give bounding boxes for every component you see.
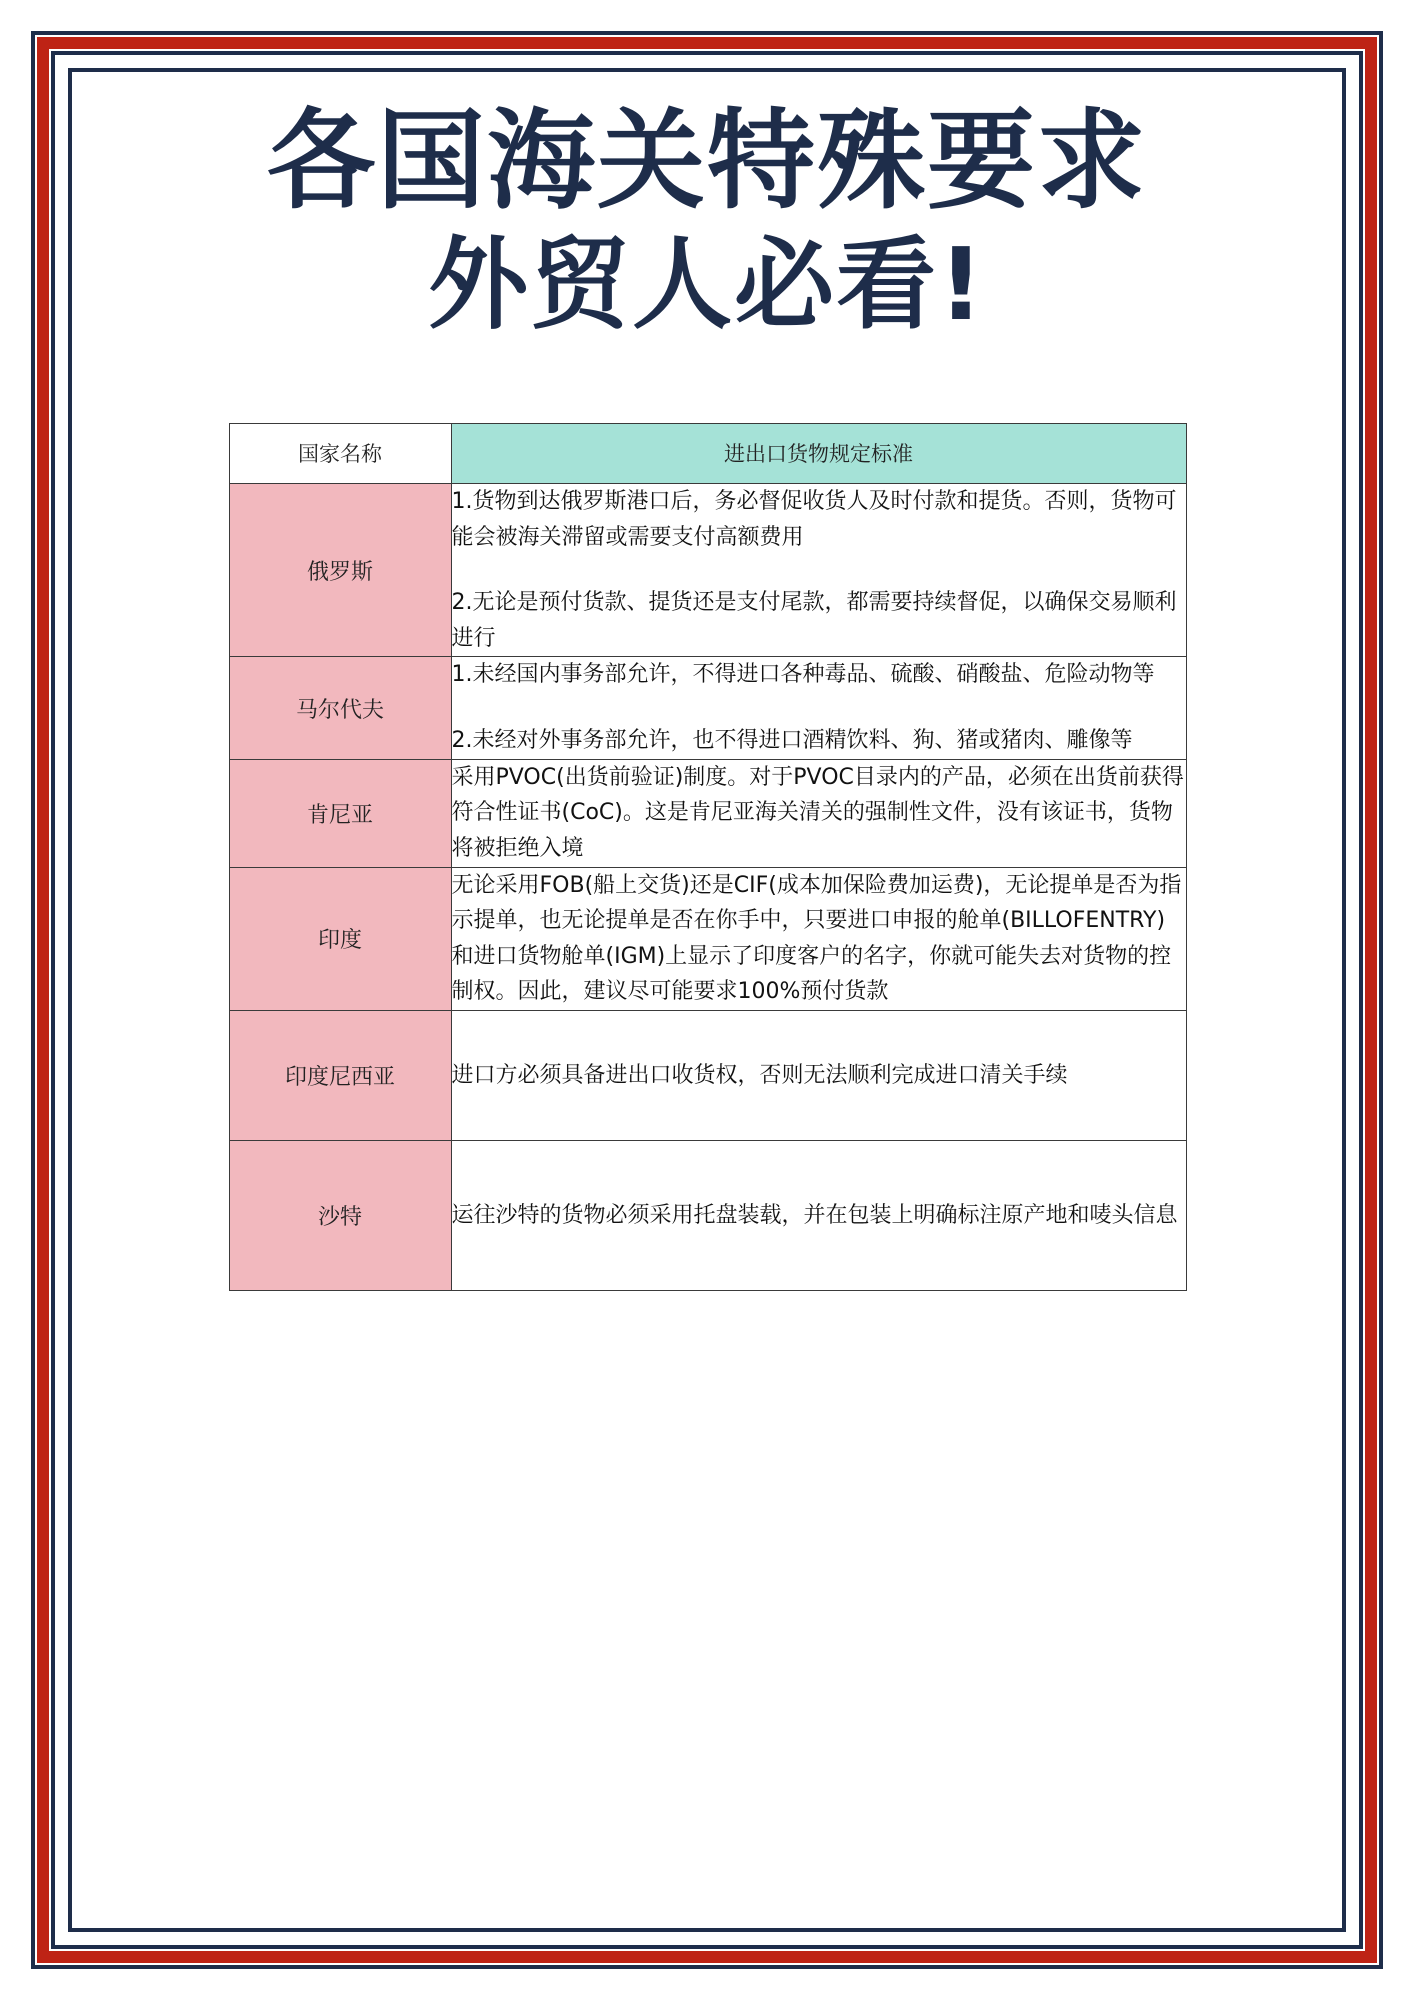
requirement-cell [451,483,1186,657]
column-header-requirement: 进出口货物规定标准 [451,423,1186,483]
table-row [229,483,1186,657]
requirement-cell [451,867,1186,1011]
requirement-paragraph: 2.未经对外事务部允许，也不得进口酒精饮料、狗、猪或猪肉、雕像等 [451,728,1133,754]
table-row [229,657,1186,759]
country-cell: 肯尼亚 [229,759,451,867]
requirement-cell [451,1141,1186,1291]
table-body [229,483,1186,1290]
table-row [229,1011,1186,1141]
requirement-paragraph: 1.未经国内事务部允许，不得进口各种毒品、硫酸、硝酸盐、危险动物等 [451,662,1155,688]
title-line-2: 外贸人必看! [428,225,986,343]
requirement-paragraph: 1.货物到达俄罗斯港口后，务必督促收货人及时付款和提货。否则，货物可能会被海关滞留或需要支付高额费用 [451,488,1177,550]
requirement-cell [451,1011,1186,1141]
table-row [229,1141,1186,1291]
title-line-1: 各国海关特殊要求 [266,99,1147,224]
requirements-table [229,423,1187,1291]
country-cell: 印度尼西亚 [229,1011,451,1141]
requirement-paragraph: 运往沙特的货物必须采用托盘装载，并在包装上明确标注原产地和唛头信息 [451,1202,1178,1228]
table-row [229,759,1186,867]
country-cell: 印度 [229,867,451,1011]
requirement-cell [451,759,1186,867]
requirement-paragraph: 采用PVOC(出货前验证)制度。对于PVOC目录内的产品，必须在出货前获得符合性证书(CoC)。这是肯尼亚海关清关的强制性文件，没有该证书，货物将被拒绝入境 [451,764,1184,861]
country-cell: 俄罗斯 [229,483,451,657]
poster-content [68,68,1346,1932]
table-header [229,423,1186,483]
column-header-country: 国家名称 [229,423,451,483]
table-header-row [229,423,1186,483]
country-cell: 沙特 [229,1141,451,1291]
country-cell: 马尔代夫 [229,657,451,759]
requirement-paragraph: 无论采用FOB(船上交货)还是CIF(成本加保险费加运费)，无论提单是否为指示提单，也无论提单是否在你手中，只要进口申报的舱单(BILLOFENTRY)和进口货物舱单(IGM)上显示了印度客户的名字，你就可能失去对货物的控制权。因此，建议尽可能要求100%预付货款 [451,872,1182,1005]
requirement-paragraph: 2.无论是预付货款、提货还是支付尾款，都需要持续督促，以确保交易顺利进行 [451,590,1177,651]
table-row [229,867,1186,1011]
requirement-cell [451,657,1186,759]
requirements-table-wrapper [229,423,1186,1291]
requirement-paragraph: 进口方必须具备进出口收货权，否则无法顺利完成进口清关手续 [451,1062,1068,1088]
page-title [68,68,1346,341]
